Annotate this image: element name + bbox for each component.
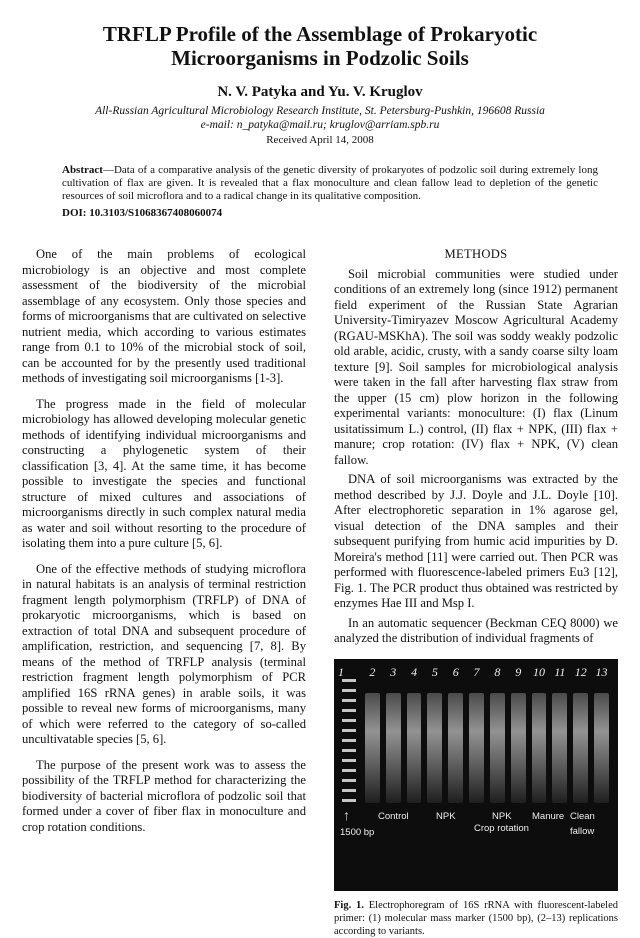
authors: N. V. Patyka and Yu. V. Kruglov bbox=[217, 84, 423, 100]
abstract-text: —Data of a comparative analysis of the genetic diversity of prokaryotes of podzolic soil during extremely long cultivation of flax are given. It is revealed that a flax monoculture and clean fallow lead to depletion of the genetic resources of soil microflora and to a radical change in its qualitative composition. bbox=[62, 164, 598, 202]
paper-page bbox=[0, 22, 640, 937]
lane-number: 5 bbox=[431, 664, 438, 679]
lane-number: 4 bbox=[411, 664, 418, 679]
marker-ladder bbox=[342, 679, 356, 829]
arrow-up-icon: ↑ bbox=[343, 808, 350, 824]
marker-size-label: 1500 bp bbox=[340, 826, 375, 838]
lane-number: 6 bbox=[452, 664, 459, 679]
paragraph: The progress made in the field of molecular microbiology has allowed developing molecular genetic methods of identifying individual microorganisms and constructing a phylogenetic system of their classification [3, 4]. At the same time, it has become possible to investigate the species and functional structure of mixed cultures and associations of microorganisms directly in such complex natural media as water and soil without resorting to the procedure of isolating them into a pure culture [5, 6]. bbox=[22, 396, 306, 550]
lane-number-1: 1 bbox=[338, 664, 344, 679]
lane-number: 13 bbox=[595, 664, 608, 679]
group-npk-rotation-label: NPK bbox=[492, 810, 512, 822]
author-emails: e-mail: n_patyka@mail.ru; kruglov@arriam.spb.ru bbox=[200, 119, 440, 131]
received-date: Received April 14, 2008 bbox=[266, 134, 374, 146]
caption-label: Fig. 1. bbox=[334, 899, 364, 911]
lane-number: 11 bbox=[554, 664, 566, 679]
lane-number: 8 bbox=[494, 664, 501, 679]
lane-number: 9 bbox=[515, 664, 522, 679]
gel-electrophoresis-figure bbox=[334, 659, 618, 891]
doi: DOI: 10.3103/S1068367408060074 bbox=[62, 207, 223, 219]
paragraph: Soil microbial communities were studied under conditions of an extremely long (since 1912) permanent field experiment of the Russian State Agrarian University-Timiryazev Moscow Agricultural Academy (RGAU-MSKhA). The soil was soddy weakly podzolic old arable, acidic, crusty, with a sandy coarse silty loam texture [9]. Soil samples for microbiological analysis were taken in the fall after harvesting flax straw from the upper (15 cm) plow horizon in the following experimental variants: monoculture: (I) flax (Linum usitatissimum L.) control, (II) flax + NPK, (III) flax + manure; crop rotation: (IV) flax + NPK, (V) clean fallow. bbox=[334, 266, 618, 467]
affiliation: All-Russian Agricultural Microbiology Research Institute, St. Petersburg-Pushkin, 196608 Russia bbox=[95, 105, 545, 117]
lane-number: 12 bbox=[574, 664, 587, 679]
body-columns bbox=[22, 247, 618, 938]
lane-smears bbox=[362, 693, 612, 803]
abstract-label: Abstract bbox=[62, 164, 103, 176]
group-npk-label: NPK bbox=[436, 810, 456, 822]
lane-number: 10 bbox=[533, 664, 546, 679]
group-manure-label: Manure bbox=[532, 810, 565, 822]
figure-caption bbox=[334, 899, 618, 938]
article-title bbox=[42, 22, 598, 70]
left-column bbox=[22, 247, 306, 938]
paragraph: DNA of soil microorganisms was extracted by the method described by J.J. Doyle and J.L. Doyle [10]. After electrophoretic separation in 1% agarose gel, visual detection of the DNA samples and their subsequent purifying from humic acid impurities by D. Moreira's method [11] were carried out. Then PCR was performed with fluorescence-labeled primers Eu3 [12], Fig. 1. The PCR product thus obtained was restricted by enzymes Hae III and Msp I. bbox=[334, 472, 618, 610]
caption-text: Electrophoregram of 16S rRNA with fluorescent-labeled primer: (1) molecular mass marker (1500 bp), (2–13) replications according to variants. bbox=[334, 899, 618, 937]
paragraph: The purpose of the present work was to assess the possibility of the TRFLP method for characterizing the biodiversity of bacterial microflora of podzolic soil that formed under a cover of fiber flax in monoculture and crop rotation conditions. bbox=[22, 757, 306, 834]
paragraph: In an automatic sequencer (Beckman CEQ 8000) we analyzed the distribution of individual fragments of bbox=[334, 615, 618, 645]
abstract bbox=[62, 164, 598, 203]
group-crop-rotation-label: Crop rotation bbox=[474, 822, 529, 834]
title-line-2: Microorganisms in Podzolic Soils bbox=[171, 46, 469, 70]
title-line-1: TRFLP Profile of the Assemblage of Prokaryotic bbox=[102, 22, 538, 46]
lane-number: 2 bbox=[369, 664, 376, 679]
paragraph: One of the effective methods of studying microflora in natural habitats is an analysis of terminal restriction fragment length polymorphism (TRFLP) of DNA of prokaryotic microorganisms, which is based on extraction of total DNA and subsequent procedure of amplification, restriction, and sequencing [7, 8]. By means of the method of TRFLP analysis (terminal restriction fragment length polymorphism of PCR amplified 16S rRNA genes) in arable soils, it was possible to reveal new forms of microorganisms, many of which were referred to the category of so-called uncultivatable species [5, 6]. bbox=[22, 561, 306, 746]
group-clean-fallow-label: Clean fallow bbox=[570, 810, 595, 837]
paragraph: One of the main problems of ecological microbiology is an objective and most complete assessment of the biodiversity of the microbial assemblage of any ecosystem. Only those species and forms of microorganisms that are cultivated on selective nutrient media, which according to various estimates range from 0.1 to 10% of the microbial stock of soil, can be accounted for by the presently used traditional methods of investigating soil microorganisms [1-3]. bbox=[22, 247, 306, 385]
group-control-label: Control bbox=[378, 810, 409, 822]
section-title-methods: METHODS bbox=[444, 247, 508, 261]
lane-number: 7 bbox=[473, 664, 480, 679]
lane-numbers bbox=[362, 665, 612, 689]
right-column bbox=[334, 247, 618, 938]
lane-number: 3 bbox=[390, 664, 397, 679]
